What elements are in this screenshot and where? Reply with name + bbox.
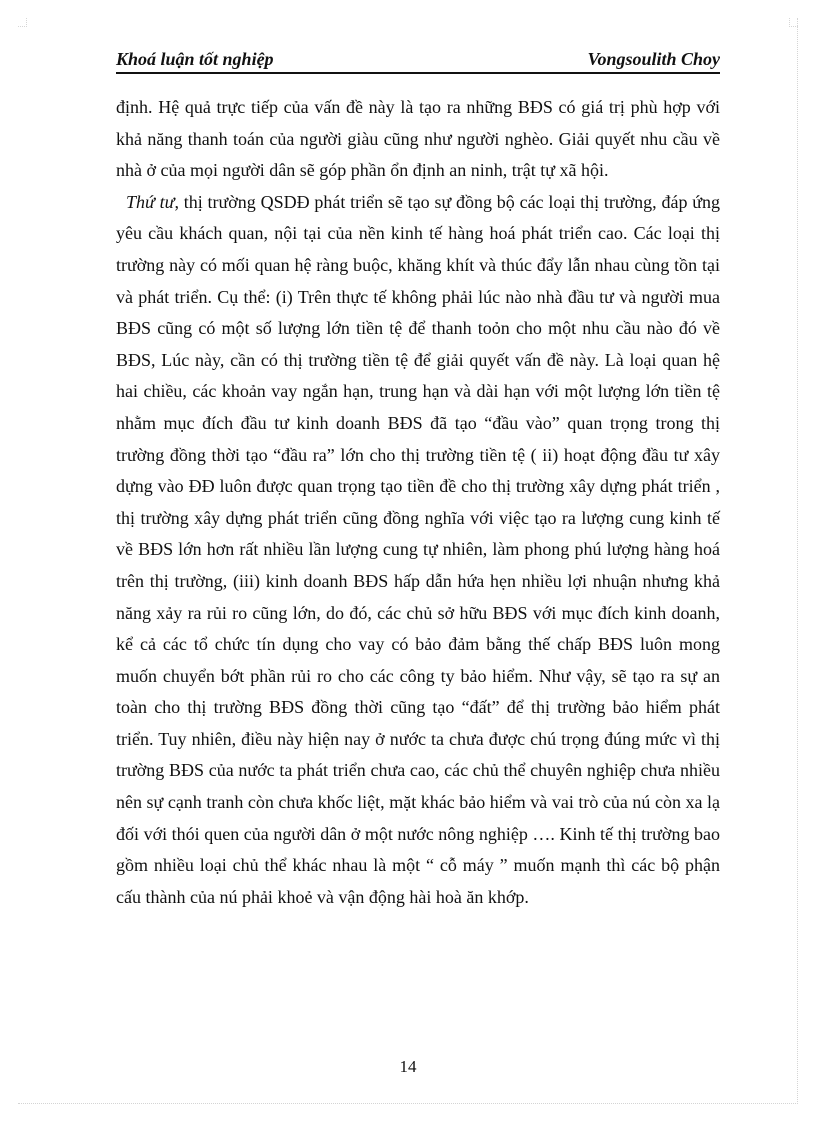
page-edge-bottom [18,1103,798,1104]
paragraph-body-text: , thị trường QSDĐ phát triển sẽ tạo sự đồng bộ các loại thị trường, đáp ứng yêu cầu khách quan, nội tại của nền kinh tế hàng hoá phát triển cao. Các loại thị trường này có mối quan hệ ràng buộc, khăng khít và thúc đẩy lẫn nhau cùng tồn tại và phát triển. Cụ thể: (i) Trên thực tế không phải lúc nào nhà đầu tư và người mua BĐS cũng có một số lượng lớn tiền tệ để thanh toỏn cho một nhu cầu nào đó về BĐS, Lúc này, cần có thị trường tiền tệ để giải quyết vấn đề này. Là loại quan hệ hai chiều, các khoản vay ngắn hạn, trung hạn và dài hạn với một lượng lớn tiền tệ nhằm mục đích đầu tư kinh doanh BĐS đã tạo “đầu vào” quan trọng trong thị trường đồng thời tạo “đầu ra” lớn cho thị trường tiền tệ ( ii) hoạt động đầu tư xây dựng vào ĐĐ luôn được quan trọng tạo tiền đề cho thị trường xây dựng phát triển , thị trường xây dựng phát triển cũng đồng nghĩa với việc tạo ra lượng cung kinh tế về BĐS lớn hơn rất nhiều lần lượng cung tự nhiên, làm phong phú lượng hàng hoá trên thị trường, (iii) kinh doanh BĐS hấp dẫn hứa hẹn nhiều lợi nhuận nhưng khả năng xảy ra rủi ro cũng lớn, do đó, các chủ sở hữu BĐS với mục đích kinh doanh, kể cả các tổ chức tín dụng cho vay có bảo đảm bằng thế chấp BĐS luôn mong muốn chuyển bớt phần rủi ro cho các công ty bảo hiểm. Như vậy, sẽ tạo ra sự an toàn cho thị trường BĐS đồng thời cũng tạo “đất” để thị trường bảo hiểm phát triển. Tuy nhiên, điều này hiện nay ở nước ta chưa được chú trọng đúng mức vì thị trường BĐS của nước ta phát triển chưa cao, các chủ thể chuyên nghiệp chưa nhiều nên sự cạnh tranh còn chưa khốc liệt, mặt khác bảo hiểm và vai trò của nú còn xa lạ đối với thói quen của người dân ở một nước nông nghiệp …. Kinh tế thị trường bao gồm nhiều loại chủ thể khác nhau là một “ cỗ máy ” muốn mạnh thì các bộ phận cấu thành của nú phải khoẻ và vận động hài hoà ăn khớp. [116,191,720,907]
header-thesis-title: Khoá luận tốt nghiệp [116,49,274,69]
paragraph-lead-term: Thứ tư [126,191,175,212]
page-number: 14 [399,1057,417,1076]
crop-mark-top-left [18,18,27,27]
header-author-name: Vongsoulith Choy [587,49,720,69]
paragraph-thu-tu [116,187,720,914]
page-edge-right [797,18,798,1104]
paragraph-continuation: định. Hệ quả trực tiếp của vấn đề này là tạo ra những BĐS có giá trị phù hợp với khả năng thanh toán của người giàu cũng như người nghèo. Giải quyết nhu cầu về nhà ở của mọi người dân sẽ góp phần ổn định an ninh, trật tự xã hội. [116,97,720,181]
document-body [116,92,720,913]
page-header [116,46,720,74]
